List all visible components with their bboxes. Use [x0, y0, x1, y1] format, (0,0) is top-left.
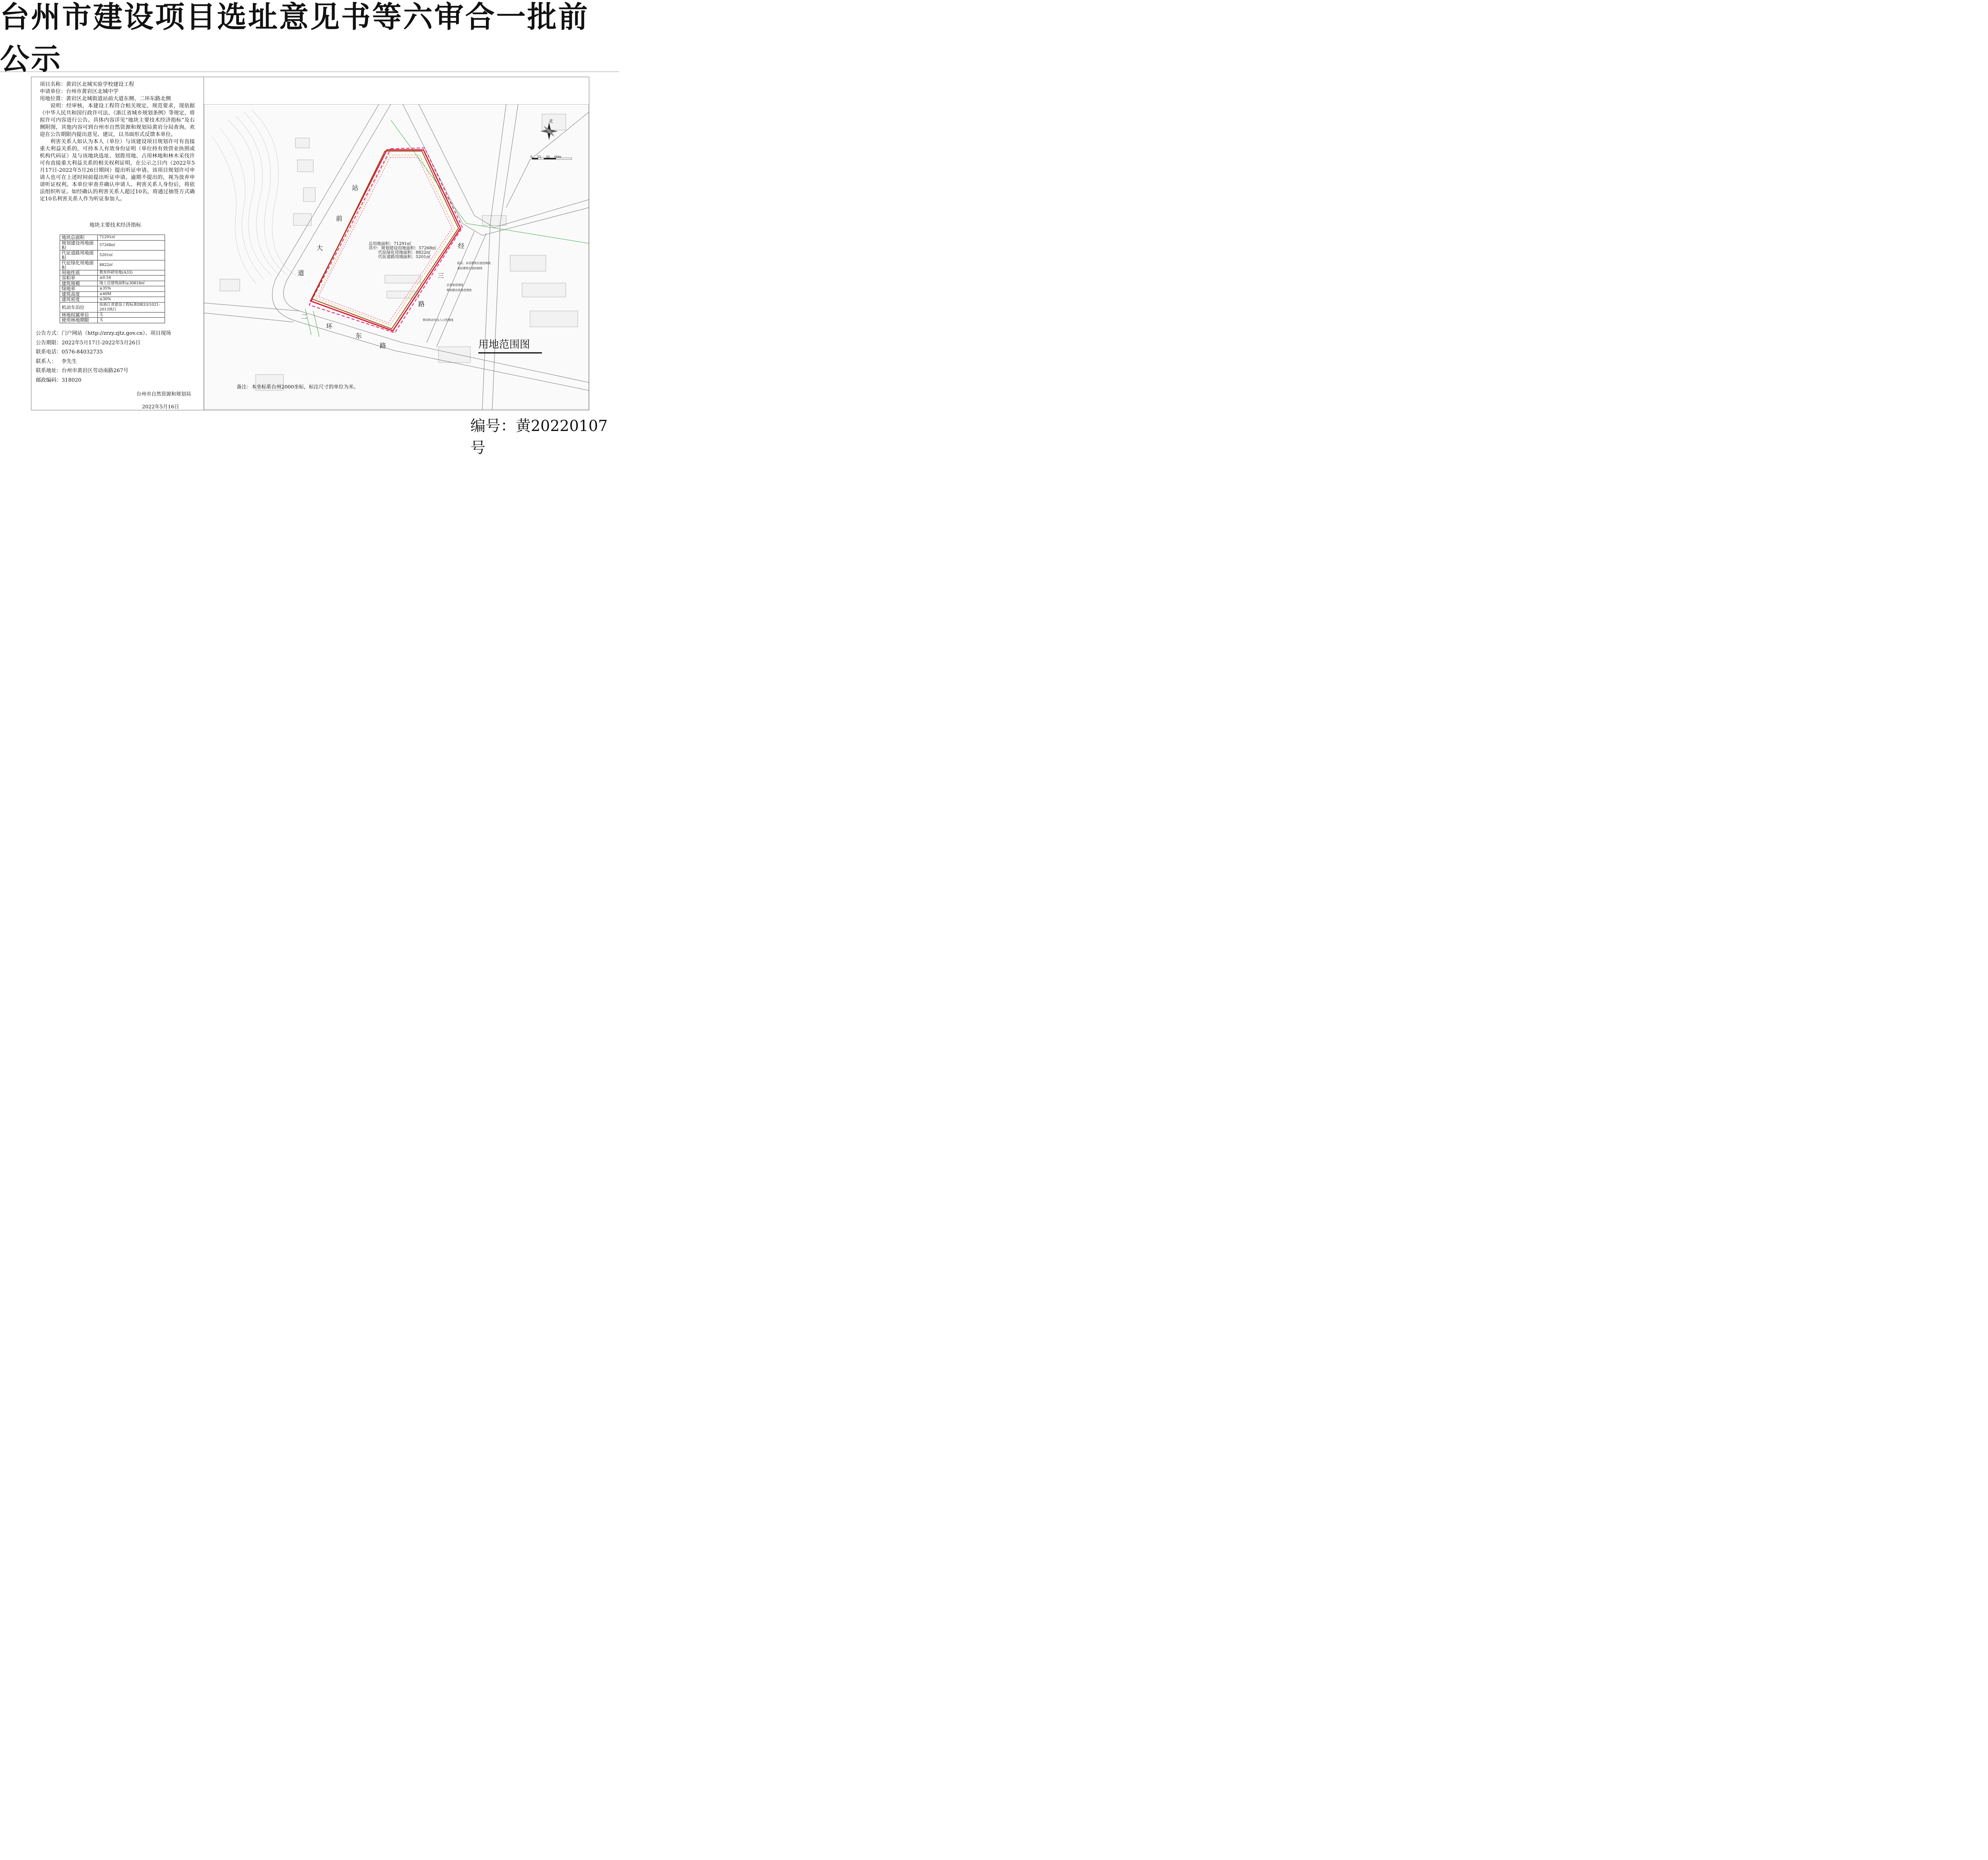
indicator-row — [60, 250, 165, 260]
issuer: 台州市自然资源和规划局 — [136, 391, 191, 397]
indicators-title: 地块主要技术经济指标 — [89, 222, 141, 228]
indicators-table — [60, 235, 165, 323]
indicator-value: 5201㎡ — [98, 250, 165, 260]
applicant: 台州市黄岩区北城中学 — [66, 89, 118, 95]
north-label: 北 — [549, 118, 553, 124]
label-setback-low: 低层、多层建筑后退控制线 — [457, 262, 491, 265]
signature — [136, 388, 191, 413]
indicator-key: 代征绿化用地面积 — [60, 260, 98, 270]
indicator-row — [60, 312, 165, 318]
location: 黄岩区北城街道站前大道东侧、二环东路北侧 — [66, 96, 171, 102]
notice-method: 门户网站（http://zrzy.zjtz.gov.cn）、项目现场 — [62, 330, 171, 336]
contact-address: 台州市黄岩区劳动南路267号 — [62, 368, 128, 374]
indicator-key: 地块总面积 — [60, 235, 98, 241]
road-label-qian: 前 — [336, 215, 343, 222]
area-summary: 总用地面积：71291㎡ 其中：规划建设用地面积：57268㎡ 代征绿化用地面积：8822㎡ 代征道路用地面积：5201㎡ — [369, 241, 436, 259]
road-label-dao: 道 — [298, 269, 305, 277]
zip-code: 318020 — [62, 377, 82, 383]
road-label-er: 二 — [301, 313, 308, 320]
applicant-row: 申请单位：台州市黄岩区北城中学 — [40, 89, 118, 95]
indicator-row — [60, 291, 165, 297]
label-total-boundary: 总用地范围线 — [447, 283, 463, 287]
map-note: 备注：本坐标系台州2000坐标，标注尺寸的单位为米。 — [237, 384, 359, 390]
document-number: 编号：黄20220107号 — [470, 417, 608, 456]
project-name: 黄岩区北城实验学校建设工程 — [66, 82, 134, 87]
label-build-boundary: 规划建设用地范围线 — [447, 289, 472, 292]
description: 说明：经审核，本建设工程符合相关规定、规范要求，现依据《中华人民共和国行政许可法、《浙江省城乡规划条例》等规定，将拟许可内容进行公告。具体内容详见“地块主要技术经济指标”及右侧附图，其他内容可到台州市自然资源和规划局黄岩分局查询。欢迎在公告期限内提出意见、建议，以书面形式反馈本单位。 — [40, 103, 195, 138]
road-label-dong: 东 — [355, 332, 362, 340]
indicator-value: 无 — [98, 312, 165, 318]
indicator-value: 教育科研用地(A33) — [98, 270, 165, 276]
issue-date: 2022年5月16日 — [142, 404, 179, 410]
road-label-da: 大 — [316, 244, 323, 252]
indicator-value: 地上总建筑面积≤30818㎡ — [98, 281, 165, 286]
road-label-huan: 环 — [326, 322, 333, 330]
map-legend-title: 用地范围图 — [478, 339, 530, 351]
contact-info: 公告方式：门户网站（http://zrzy.zjtz.gov.cn）、项目现场 公告期限：2022年5月17日-2022年5月26日 联系电话：0576-84032735 联系人： 李先生 联系地址：台州市黄岩区劳动南路267号 邮政编码：318020 — [36, 330, 171, 383]
indicator-key: 机动车泊位 — [60, 302, 98, 312]
stakeholder-notice: 利害关系人如认为本人（单位）与该建设项目规划许可有直接重大利益关系的，可持本人有效身份证明（单位持有效营业执照或机构代码证）及与该地块选址、划拨用地、占用林地和林木采伐许可有直接重大利益关系的相关权利证明，在公示之日内（2022年5月17日-2022年5月26日期间）提出听证申请。该项目规划许可申请人也可在上述时间前提出听证申请。逾期不提出的，视为放弃申请听证权利。本单位审查并确认申请人、利害关系人身份后，将依法组织听证。如经确认的利害关系人超过10名，将通过抽签方式确定10名利害关系人作为听证参加人。 — [40, 139, 195, 202]
indicator-row — [60, 297, 165, 303]
scale-labels: 0 15 30 60m — [530, 155, 561, 159]
indicator-row — [60, 318, 165, 323]
indicator-key: 建筑规模 — [60, 281, 98, 286]
legend-underline — [478, 352, 542, 353]
indicator-value: 71291㎡ — [98, 235, 165, 241]
indicator-key: 林地权属单位 — [60, 312, 98, 318]
label-setback-high: 高层建筑后退控制线 — [457, 267, 482, 270]
indicator-value: ≤40M — [98, 291, 165, 297]
contact-phone: 0576-84032735 — [62, 349, 103, 355]
indicator-key: 代征道路用地面积 — [60, 250, 98, 260]
indicator-value: 8822㎡ — [98, 260, 165, 270]
road-label-zhan: 站 — [352, 184, 359, 192]
road-label-lu: 路 — [380, 342, 386, 349]
indicator-value: ≤0.54 — [98, 276, 165, 281]
indicator-row — [60, 270, 165, 276]
indicator-value: 按浙江省建设工程标准DB33/1021-2013执行 — [98, 302, 165, 312]
indicator-key: 用地性质 — [60, 270, 98, 276]
indicator-key: 使用林地期限 — [60, 318, 98, 323]
location-row: 用地位置：黄岩区北城街道站前大道东侧、二环东路北侧 — [40, 96, 171, 102]
contact-person: 李先生 — [61, 358, 77, 365]
indicator-key: 绿地率 — [60, 286, 98, 292]
road-label-jing: 经 — [458, 242, 465, 250]
project-name-row: 项目名称：黄岩区北城实验学校建设工程 — [40, 82, 134, 87]
indicator-value: ≥35% — [98, 286, 165, 292]
indicator-row — [60, 281, 165, 286]
label-no-entrance: 禁设机动车出入口范围线 — [423, 318, 453, 322]
road-label-lu2: 路 — [418, 300, 425, 308]
indicator-row — [60, 276, 165, 281]
indicator-key: 容积率 — [60, 276, 98, 281]
notice-period: 2022年5月17日-2022年5月26日 — [62, 340, 141, 346]
page-title: 台州市建设项目选址意见书等六审合一批前公示 — [0, 0, 619, 72]
indicator-value: 无 — [98, 318, 165, 323]
indicator-row — [60, 302, 165, 312]
indicator-row — [60, 260, 165, 270]
indicator-key: 建筑高度 — [60, 291, 98, 297]
indicator-row — [60, 240, 165, 250]
indicator-value: ≤30% — [98, 297, 165, 303]
indicator-row — [60, 286, 165, 292]
indicator-row — [60, 235, 165, 241]
project-info — [40, 81, 195, 203]
indicator-key: 规划建设用地面积 — [60, 240, 98, 250]
indicator-value: 57268㎡ — [98, 240, 165, 250]
road-label-san: 三 — [438, 272, 445, 280]
indicator-key: 建筑密度 — [60, 297, 98, 303]
